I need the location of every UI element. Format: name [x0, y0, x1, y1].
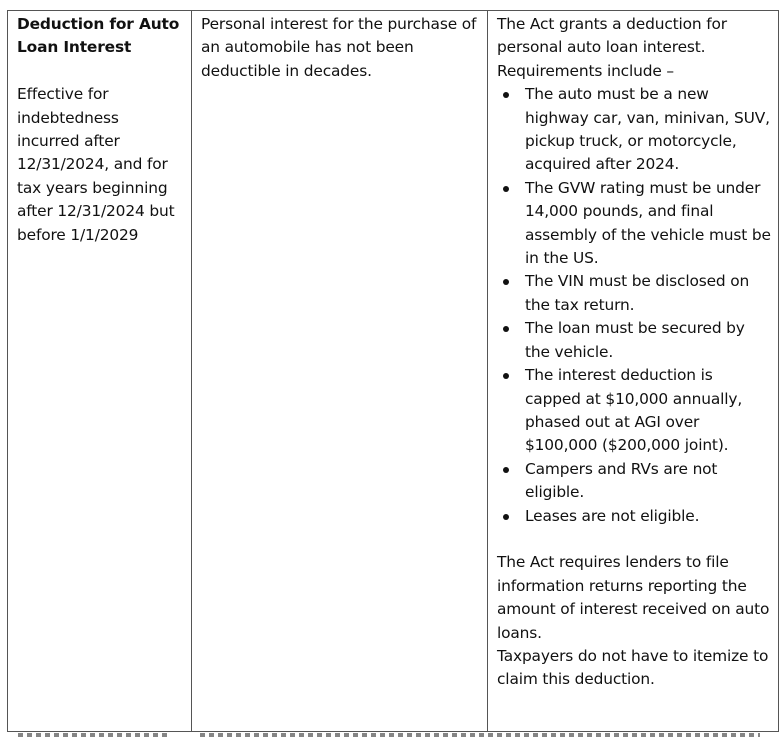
spacer [17, 60, 185, 83]
list-item [497, 270, 772, 317]
requirement-text: The auto must be a new highway car, van, minivan, SUV, pickup truck, or motorcycle, acquired after 2024. [525, 85, 770, 174]
bullet-icon [503, 92, 509, 98]
list-item [497, 317, 772, 364]
clipped-text-fragment [200, 733, 760, 737]
requirement-text: Leases are not eligible. [525, 506, 700, 525]
provision-cell [8, 11, 192, 732]
requirements-list [497, 83, 772, 528]
requirement-text: The GVW rating must be under 14,000 pounds, and final assembly of the vehicle must be in the US. [525, 178, 771, 268]
requirement-text: The loan must be secured by the vehicle. [525, 319, 745, 361]
requirement-text: The VIN must be disclosed on the tax return. [525, 272, 750, 314]
requirement-text: The interest deduction is capped at $10,000 annually, phased out at AGI over $100,000 ($200,000 joint). [525, 366, 743, 455]
list-item [497, 364, 772, 458]
bullet-icon [503, 467, 509, 473]
list-item [497, 83, 772, 177]
bullet-icon [503, 186, 509, 192]
prior-law-cell [192, 11, 488, 732]
reporting-note: The Act requires lenders to file information returns reporting the amount of interest received on auto loans. [497, 553, 770, 642]
bullet-icon [503, 326, 509, 332]
requirement-text: Campers and RVs are not eligible. [525, 459, 718, 502]
provisions-table [7, 10, 779, 732]
spacer [497, 528, 772, 551]
list-item [497, 505, 772, 528]
list-item [497, 458, 772, 505]
bullet-icon [503, 373, 509, 379]
effective-date-text: Effective for indebtedness incurred after 12/31/2024, and for tax years beginning after 12/31/2024 but before 1/1/2029 [17, 85, 175, 244]
new-law-cell [488, 11, 779, 732]
prior-law-text: Personal interest for the purchase of an automobile has not been deductible in decades. [201, 15, 477, 80]
clipped-next-row [0, 731, 780, 737]
provision-title: Deduction for Auto Loan Interest [17, 15, 180, 57]
clipped-text-fragment [18, 733, 168, 737]
new-law-intro: The Act grants a deduction for personal auto loan interest. Requirements include – [497, 15, 727, 80]
table-row [8, 11, 779, 732]
itemize-note: Taxpayers do not have to itemize to claim this deduction. [497, 646, 769, 689]
bullet-icon [503, 279, 509, 285]
bullet-icon [503, 514, 509, 520]
list-item [497, 177, 772, 271]
